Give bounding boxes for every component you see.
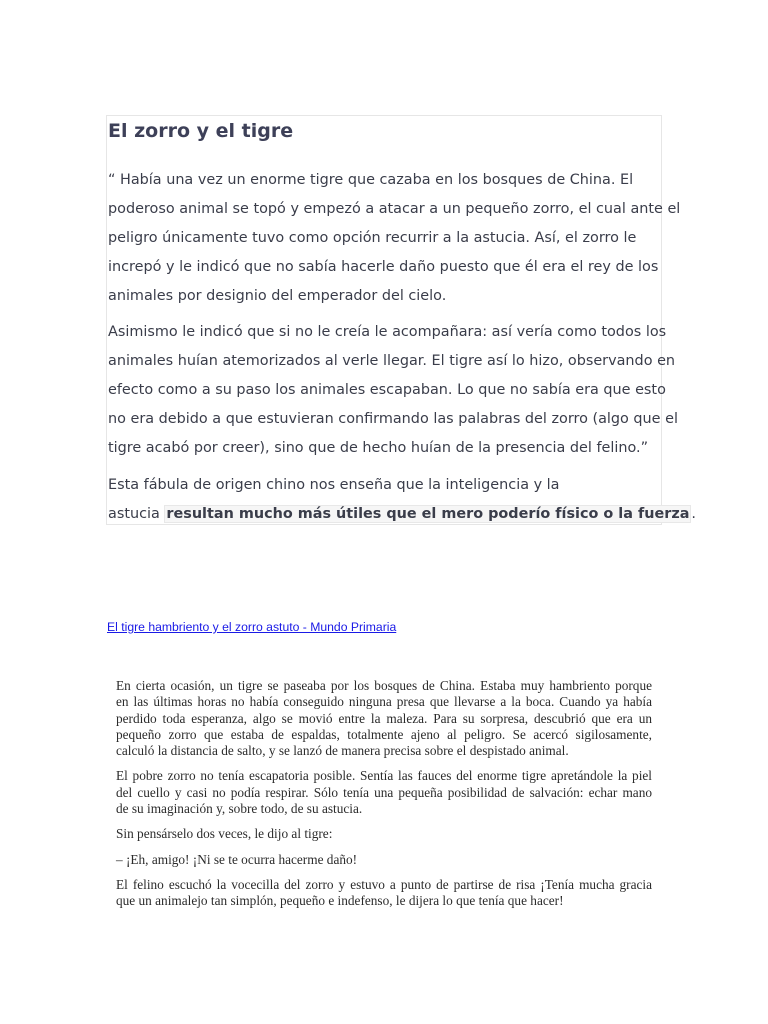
story-title: El zorro y el tigre — [108, 120, 294, 142]
moral-prefix: astucia — [108, 506, 165, 522]
article-paragraph-5 — [116, 877, 652, 910]
story-box — [106, 115, 696, 525]
article-paragraph-4 — [116, 852, 652, 868]
article-line: de su imaginación y, sobre todo, de su astucia. — [116, 801, 363, 817]
moral-highlight: resultan mucho más útiles que el mero poderío físico o la fuerza — [166, 506, 690, 522]
article-line: El felino escuchó la vocecilla del zorro y estuvo a punto de partirse de risa ¡Tenía mucha gracia — [116, 876, 652, 892]
story-line: no era debido a que estuvieran confirmando las palabras del zorro (algo que el — [108, 411, 678, 427]
story-line: poderoso animal se topó y empezó a atacar a un pequeño zorro, el cual ante el — [108, 201, 681, 217]
article-line: en las últimas horas no había conseguido ninguna presa que llevarse a la boca. Cuando ya había — [116, 694, 652, 710]
article-paragraph-3 — [116, 826, 652, 842]
article-paragraph-2 — [116, 768, 652, 817]
story-line: increpó y le indicó que no sabía hacerle daño puesto que él era el rey de los — [108, 259, 659, 275]
article-line: que un animalejo tan simplón, pequeño e indefenso, le dijera lo que tenía que hacer! — [116, 893, 564, 909]
story-line: “ Había una vez un enorme tigre que cazaba en los bosques de China. El — [108, 172, 634, 188]
story-paragraph-1 — [108, 166, 681, 311]
article-line: El pobre zorro no tenía escapatoria posible. Sentía las fauces del enorme tigre apretándole la piel — [116, 768, 652, 784]
article-line: calculó la distancia de salto, y se lanzó de manera precisa sobre el despistado animal. — [116, 743, 569, 759]
story-moral — [108, 471, 696, 529]
article-body — [116, 678, 652, 919]
article-line: pequeño zorro que estaba de espaldas, totalmente ajeno al peligro. Se acercó sigilosamente, — [116, 726, 652, 742]
story-line: animales por designio del emperador del cielo. — [108, 288, 447, 304]
article-line: del cuello y casi no podía respirar. Sólo tenía una pequeña posibilidad de salvación: echar mano — [116, 784, 652, 800]
moral-line — [108, 500, 696, 529]
story-line: Asimismo le indicó que si no le creía le acompañara: así vería como todos los — [108, 324, 667, 340]
story-line: peligro únicamente tuvo como opción recurrir a la astucia. Así, el zorro le — [108, 230, 637, 246]
story-line: animales huían atemorizados al verle llegar. El tigre así lo hizo, observando en — [108, 353, 676, 369]
article-line: Sin pensárselo dos veces, le dijo al tigre: — [116, 826, 333, 842]
story-line: efecto como a su paso los animales escapaban. Lo que no sabía era que esto — [108, 382, 666, 398]
article-line: – ¡Eh, amigo! ¡Ni se te ocurra hacerme daño! — [116, 851, 358, 867]
story-line: tigre acabó por creer), sino que de hecho huían de la presencia del felino.” — [108, 440, 649, 456]
article-line: perdido toda esperanza, algo se movió entre la maleza. Para su sorpresa, descubrió que era un — [116, 710, 652, 726]
story-paragraph-2 — [108, 318, 678, 463]
article-line: En cierta ocasión, un tigre se paseaba por los bosques de China. Estaba muy hambriento porque — [116, 678, 652, 693]
article-paragraph-1 — [116, 678, 652, 759]
moral-suffix: . — [691, 506, 696, 522]
moral-line: Esta fábula de origen chino nos enseña que la inteligencia y la — [108, 477, 560, 493]
source-link[interactable]: El tigre hambriento y el zorro astuto - Mundo Primaria — [107, 620, 397, 634]
